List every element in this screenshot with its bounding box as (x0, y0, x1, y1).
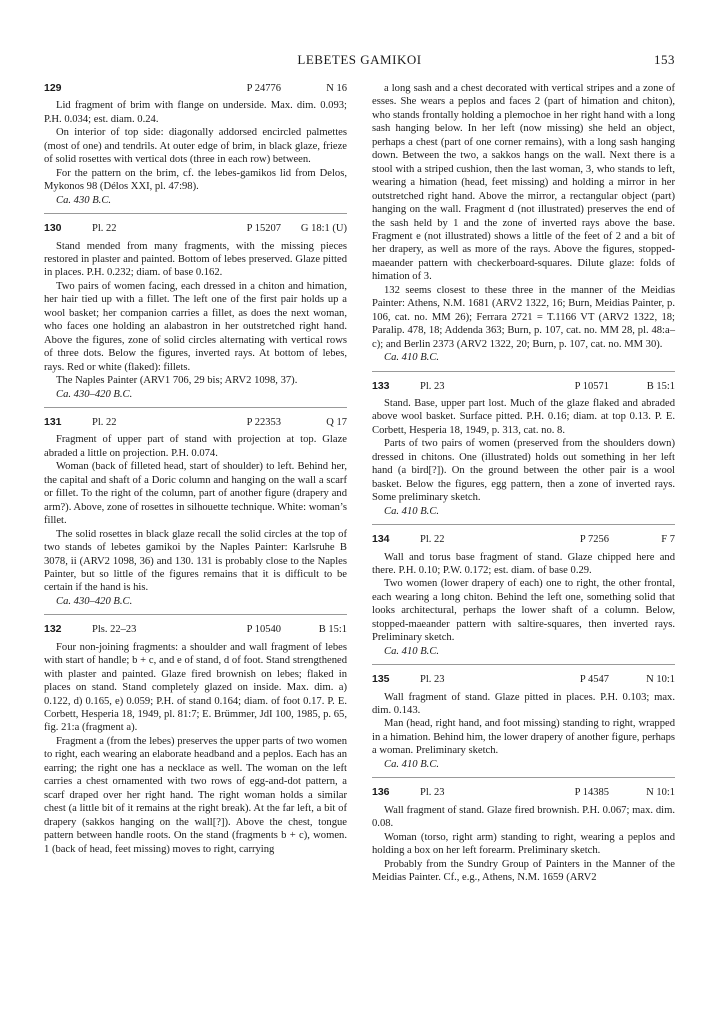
entry-paragraph: Woman (torso, right arm) standing to right, wearing a peplos and holding a box on her left forearm. Preliminary sketch. (372, 831, 675, 857)
entry-plate: Pls. 22–23 (92, 624, 137, 636)
entry-header (44, 416, 347, 429)
entry-divider (372, 371, 675, 372)
left-column (44, 82, 347, 864)
catalogue-entry (372, 82, 675, 372)
entry-location: N 10:1 (646, 674, 675, 686)
entry-plate: Pl. 23 (420, 674, 445, 686)
catalogue-entry (44, 222, 347, 408)
catalogue-entry (372, 380, 675, 526)
entry-divider (44, 407, 347, 408)
entry-paragraph: For the pattern on the brim, cf. the lebes-gamikos lid from Delos, Mykonos 98 (Délos XXI, pl. 47:98). (44, 167, 347, 193)
entry-paragraph: Wall and torus base fragment of stand. Glaze chipped here and there. P.H. 0.10; P.W. 0.172; est. diam. of base 0.29. (372, 551, 675, 576)
entry-paragraph: a long sash and a chest decorated with vertical stripes and a zone of esses. She wears a peplos and faces 2 (part of himation and chiton), who stands frontally holding a plemochoe in her right hand with a long sash hanging below. In her left (now missing) she held an object, perhaps a chest (part of one corner remains), with a long sash hanging down. Between the two, a sakkos hangs on the wall. Next there is a stool with a striped cushion, then the last woman, 3, who stands to left, wearing a himation (head, feet missing) and holding a mirror in her outstretched right hand. Above the mirror, a rectangular object (part) hanging on the wall. Fragment d (not illustrated) preserves the end of the sash held by 1 and the zone of inverted rays above the base. Fragment e (not illustrated) shows a little of the feet of 2 and a bit of her drapery, as well as more of the rays. Above the figures, stopped-maeander pattern with checkerboard-squares. Dilute glaze: folds of himation of 3. (372, 83, 675, 283)
entry-paragraph: Two women (lower drapery of each) one to right, the other frontal, each wearing a long chiton. Behind the left one, something solid that looks architectural, perhaps the lower shaft of a column. Below, stopped-maeander pattern with saltire-squares, then inverted rays. Preliminary sketch. (372, 578, 675, 644)
entry-paragraph: Probably from the Sundry Group of Painters in the Manner of the Meidias Painter. Cf., e.g., Athens, N.M. 1659 (ARV2 (372, 858, 675, 884)
entry-date: Ca. 430–420 B.C. (56, 595, 133, 607)
entry-paragraph: The Naples Painter (ARV1 706, 29 bis; ARV2 1098, 37). (56, 375, 298, 387)
entry-location: B 15:1 (646, 380, 675, 392)
entry-plate: Pl. 23 (420, 787, 445, 799)
entry-header (44, 623, 347, 636)
entry-paragraph: Wall fragment of stand. Glaze pitted in places. P.H. 0.103; max. dim. 0.143. (372, 691, 675, 717)
entry-paragraph: 132 seems closest to these three in the manner of the Meidias Painter: Athens, N.M. 1681 (ARV2 1322, 16; Burn, Meidias Painter, p. 106, cat. no. MM 26); Ferrara 2721 = T.1166 VT (ARV2 1322, 18; Paralip. 478, 18; Addenda 363; Burn, p. 107, cat. no. MM 28, pl. 48:a–c); and Berlin 2373 (ARV2 1322, 20; Burn, p. 107, cat. no. MM 30). (372, 284, 675, 350)
entry-number: 133 (372, 379, 390, 392)
entry-paragraph: Stand mended from many fragments, with the missing pieces restored in plaster and painted. Bottom of lebes preserved. Glaze pitted in places. P.H. 0.232; diam. of base 0.162. (44, 240, 347, 279)
entry-paragraph: Woman (back of filleted head, start of shoulder) to left. Behind her, the capital and shaft of a Doric column and hanging on the wall a scarf or fillet. To the right of the column, part of another figure (drapery and arm?). Above, zone of rosettes in silhouette technique. White: woman’s fillet. (44, 461, 347, 527)
entry-paragraph: Fragment of upper part of stand with projection at top. Glaze abraded a little on projection. P.H. 0.074. (44, 434, 347, 459)
running-title: LEBETES GAMIKOI (297, 52, 422, 67)
catalogue-entry (372, 786, 675, 884)
entry-paragraph: Fragment a (from the lebes) preserves the upper parts of two women to right, each wearing an elaborate headband and a peplos. Each has an earring; the right one has a necklace as well. The woman on the left carries a chest ornamented with two rows of egg-and-dot pattern, a scarf draped over her right hand. The right woman holds a similar chest (a little bit of it remains at the right break). At the far left, a bit of drapery (sakkos hanging on the wall[?]). Above the chest, tongue pattern between handle roots. On the stand (fragments b + c), women. 1 (back of head, feet missing) moves to right, carrying (44, 735, 347, 855)
entry-paragraph: Stand. Base, upper part lost. Much of the glaze flaked and abraded above wool basket. Surface pitted. P.H. 0.16; diam. at top 0.13. P. E. Corbett, Hesperia 18, 1949, p. 313, cat. no. 8. (372, 397, 675, 436)
entry-header (372, 673, 675, 686)
entry-paragraph: Parts of two pairs of women (preserved from the shoulders down) dressed in chitons. One (illustrated) holds out something in her left hand (a bird[?]). On the ground between the other pair is a wool basket. Below the figures, egg pattern, then a zone of inverted rays. Some preliminary sketch. (372, 438, 675, 504)
page (44, 0, 675, 1024)
entry-inventory: P 15207 (246, 223, 281, 235)
entry-inventory: P 7256 (579, 534, 609, 546)
entry-paragraph: On interior of top side: diagonally addorsed encircled palmettes (most of one) and tendrils. At outer edge of brim, in black glaze, frieze of solid rosettes with vertical dots (three in each row) between. (44, 127, 347, 166)
entry-number: 136 (372, 786, 390, 799)
catalogue-entry (44, 82, 347, 214)
entry-header (44, 82, 347, 95)
catalogue-entry (44, 416, 347, 615)
entry-inventory: P 24776 (246, 83, 281, 94)
entry-paragraph: Lid fragment of brim with flange on underside. Max. dim. 0.093; P.H. 0.034; est. diam. 0.24. (44, 100, 347, 125)
entry-paragraph: Four non-joining fragments: a shoulder and wall fragment of lebes with start of handle; b + c, and e of stand, d of foot. Stand strengthened with plaster and painted. Glaze fired brownish on lebes; flaked in places on stand. Stand completely glazed on inside. Max. dim. a) 0.122, d) 0.165, e) 0.059; P.H. of stand 0.164; diam. of foot 0.17. P. E. Corbett, Hesperia 18, 1949, pl. 81:7; E. Brümmer, JdI 100, 1985, p. 65, fig. 21:a (fragment a). (44, 641, 347, 734)
entry-divider (372, 524, 675, 525)
catalogue-entry (372, 673, 675, 778)
entry-date: Ca. 410 B.C. (384, 645, 440, 657)
entry-location: G 18:1 (U) (300, 223, 347, 235)
entry-location: Q 17 (326, 416, 347, 428)
entry-number: 132 (44, 623, 62, 636)
entry-date: Ca. 430 B.C. (56, 194, 112, 206)
entry-number: 135 (372, 673, 390, 686)
entry-plate: Pl. 22 (92, 223, 117, 235)
entry-header (372, 786, 675, 799)
running-head (44, 52, 675, 68)
right-column (372, 82, 675, 892)
entry-inventory: P 14385 (574, 787, 609, 799)
entry-inventory: P 22353 (246, 416, 281, 428)
entry-date: Ca. 410 B.C. (384, 758, 440, 770)
entry-location: N 16 (326, 83, 347, 94)
catalogue-entry (372, 533, 675, 665)
entry-number: 129 (44, 82, 62, 94)
catalogue-entry (44, 623, 347, 856)
entry-paragraph: The solid rosettes in black glaze recall the solid circles at the top of two stands of lebetes gamikoi by the Naples Painter: Karlsruhe B 3078, ii (ARV2 1098, 36) and 130. 131 is probably close to the Naples Painter, but so little of the figures remains that it is difficult to be certain if the hand is his. (44, 528, 347, 594)
entry-paragraph: Man (head, right hand, and foot missing) standing to right, wrapped in a himation. Behind him, the lower drapery of another figure, perhaps a woman. Preliminary sketch. (372, 718, 676, 757)
entry-plate: Pl. 23 (420, 380, 445, 392)
entry-paragraph: Wall fragment of stand. Glaze fired brownish. P.H. 0.067; max. dim. 0.08. (372, 804, 675, 830)
entry-number: 131 (44, 415, 62, 428)
entry-paragraph: Two pairs of women facing, each dressed in a chiton and himation, her hair tied up with a fillet. The left one of the first pair holds up a wool basket; her companion carries a fillet, as does the next woman, who faces one holding an alabastron in her outstretched right hand. Above the figures, zone of solid circles alternating with vertical rows of three dots. Below the figures, inverted rays. At bottom of lebes, rays. Red or white (flaked): fillets. (44, 280, 347, 373)
entry-number: 130 (44, 222, 62, 235)
entry-divider (44, 614, 347, 615)
entry-plate: Pl. 22 (92, 416, 117, 428)
entry-date: Ca. 410 B.C. (384, 505, 440, 517)
entry-date: Ca. 410 B.C. (384, 352, 440, 364)
entry-date: Ca. 430–420 B.C. (56, 388, 133, 400)
entry-divider (372, 777, 675, 778)
entry-number: 134 (372, 533, 390, 546)
entry-inventory: P 10571 (574, 380, 609, 392)
entry-location: F 7 (661, 534, 675, 546)
entry-inventory: P 4547 (579, 674, 609, 686)
entry-header (372, 380, 675, 393)
page-number: 153 (654, 52, 675, 67)
entry-inventory: P 10540 (246, 624, 281, 636)
entry-divider (44, 213, 347, 214)
entry-location: B 15:1 (318, 624, 347, 636)
entry-divider (372, 664, 675, 665)
entry-header (372, 533, 675, 546)
entry-location: N 10:1 (646, 787, 675, 799)
entry-header (44, 222, 347, 235)
entry-plate: Pl. 22 (420, 534, 445, 546)
